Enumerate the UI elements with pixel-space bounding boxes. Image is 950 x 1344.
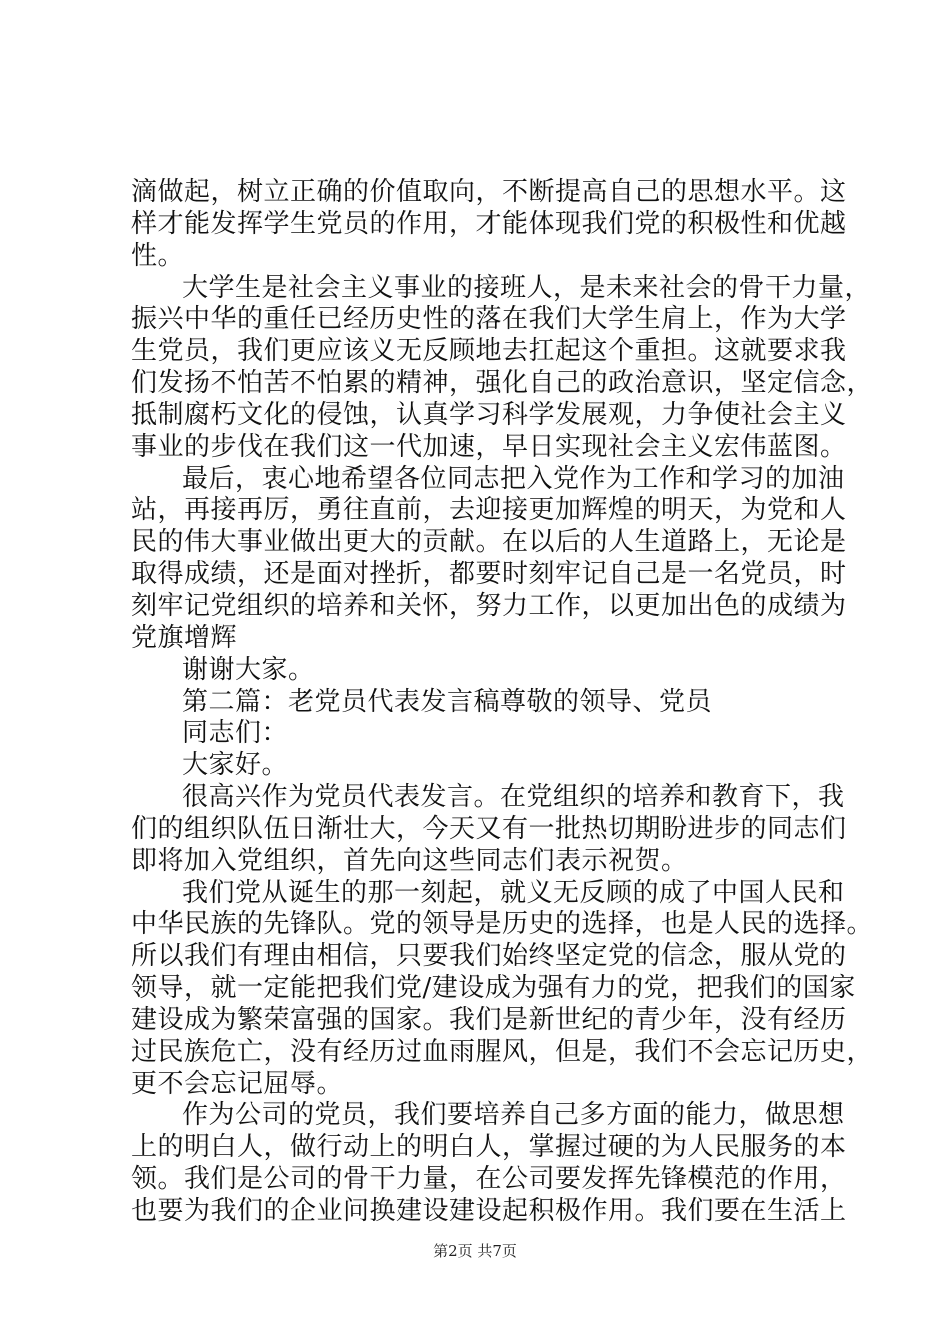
text-line: 所以我们有理由相信，只要我们始终坚定党的信念，服从党的 (131, 941, 847, 971)
text-line: 很高兴作为党员代表发言。在党组织的培养和教育下，我 (182, 782, 845, 812)
text-line: 样才能发挥学生党员的作用，才能体现我们党的积极性和优越 (131, 209, 847, 239)
text-line: 生党员，我们更应该义无反顾地去扛起这个重担。这就要求我 (131, 336, 847, 366)
text-line: 民的伟大事业做出更大的贡献。在以后的人生道路上，无论是 (131, 527, 847, 557)
section-heading: 第二篇：老党员代表发言稿尊敬的领导、党员 (182, 687, 713, 717)
text-line: 更不会忘记屈辱。 (131, 1069, 344, 1099)
text-line: 作为公司的党员，我们要培养自己多方面的能力，做思想 (182, 1100, 845, 1130)
text-line: 大家好。 (182, 750, 289, 780)
text-line: 刻牢记党组织的培养和关怀，努力工作，以更加出色的成绩为 (131, 591, 847, 621)
text-line: 上的明白人，做行动上的明白人，掌握过硬的为人民服务的本 (131, 1132, 847, 1162)
text-line: 也要为我们的企业问换建设建设起积极作用。我们要在生活上 (131, 1196, 847, 1226)
text-line: 同志们： (182, 718, 289, 748)
text-line: 过民族危亡，没有经历过血雨腥风，但是，我们不会忘记历史， (131, 1037, 874, 1067)
text-line: 我们党从诞生的那一刻起，就义无反顾的成了中国人民和 (182, 878, 845, 908)
text-line: 事业的步伐在我们这一代加速，早日实现社会主义宏伟蓝图。 (131, 432, 847, 462)
text-line: 们的组织队伍日渐壮大，今天又有一批热切期盼进步的同志们 (131, 814, 847, 844)
text-line: 抵制腐朽文化的侵蚀，认真学习科学发展观，力争使社会主义 (131, 400, 847, 430)
text-line: 中华民族的先锋队。党的领导是历史的选择，也是人民的选择。 (131, 909, 874, 939)
text-line: 最后，衷心地希望各位同志把入党作为工作和学习的加油 (182, 464, 845, 494)
text-line: 取得成绩，还是面对挫折，都要时刻牢记自己是一名党员，时 (131, 559, 847, 589)
text-line: 振兴中华的重任已经历史性的落在我们大学生肩上，作为大学 (131, 304, 847, 334)
text-line: 党旗增辉 (131, 623, 238, 653)
page-number-footer: 第2页 共7页 (433, 1242, 517, 1260)
text-line: 滴做起，树立正确的价值取向，不断提高自己的思想水平。这 (131, 177, 847, 207)
text-line: 性。 (131, 241, 185, 271)
text-line: 建设成为繁荣富强的国家。我们是新世纪的青少年，没有经历 (131, 1005, 847, 1035)
text-line: 谢谢大家。 (182, 655, 315, 685)
text-line: 大学生是社会主义事业的接班人，是未来社会的骨干力量， (182, 273, 872, 303)
text-line: 站，再接再厉，勇往直前，去迎接更加辉煌的明天，为党和人 (131, 495, 847, 525)
text-line: 领。我们是公司的骨干力量，在公司要发挥先锋模范的作用， (131, 1164, 847, 1194)
text-line: 们发扬不怕苦不怕累的精神，强化自己的政治意识，坚定信念， (131, 368, 874, 398)
text-line: 即将加入党组织，首先向这些同志们表示祝贺。 (131, 846, 688, 876)
text-line: 领导，就一定能把我们党/建设成为强有力的党，把我们的国家 (131, 973, 856, 1003)
